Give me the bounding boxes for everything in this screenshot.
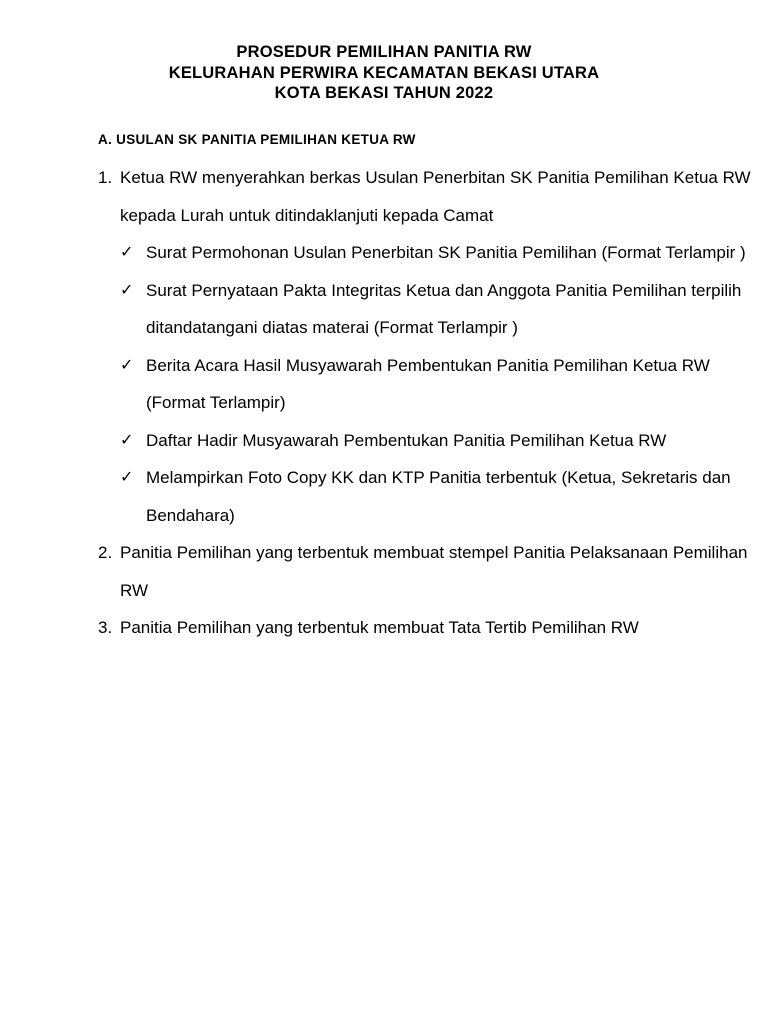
- document-title: [0, 42, 768, 104]
- title-line-3: KOTA BEKASI TAHUN 2022: [274, 84, 494, 102]
- checklist-item: [120, 347, 758, 422]
- checklist-item: [120, 272, 758, 347]
- check-icon: ✓: [120, 244, 134, 261]
- procedure-item-3: [98, 609, 758, 647]
- check-icon: ✓: [120, 431, 134, 449]
- check-icon: ✓: [120, 469, 134, 486]
- checklist-item-text: Berita Acara Hasil Musyawarah Pembentukan Panitia Pemilihan Ketua RW (Format Terlampir): [146, 355, 710, 412]
- check-icon: ✓: [120, 356, 134, 374]
- item-number: 1.: [98, 168, 113, 187]
- item-text: Panitia Pemilihan yang terbentuk membuat Tata Tertib Pemilihan RW: [120, 618, 639, 637]
- title-line-1: PROSEDUR PEMILIHAN PANITIA RW: [236, 43, 532, 61]
- checklist-item-text: Surat Pernyataan Pakta Integritas Ketua dan Anggota Panitia Pemilihan terpilih ditandatangani diatas materai (Format Terlampir ): [146, 280, 742, 337]
- checklist-item: [120, 459, 758, 534]
- checklist-item-text: Daftar Hadir Musyawarah Pembentukan Panitia Pemilihan Ketua RW: [146, 430, 667, 450]
- section-heading: A. USULAN SK PANITIA PEMILIHAN KETUA RW: [98, 132, 416, 147]
- procedure-content: [98, 159, 758, 647]
- check-icon: ✓: [120, 281, 134, 299]
- item-text: Ketua RW menyerahkan berkas Usulan Penerbitan SK Panitia Pemilihan Ketua RW kepada Lurah untuk ditindaklanjuti kepada Camat: [120, 168, 751, 225]
- checklist-item: [120, 422, 758, 460]
- procedure-item-1: [98, 159, 758, 534]
- procedure-item-2: [98, 534, 758, 609]
- item-number: 3.: [98, 618, 113, 637]
- requirements-checklist: [120, 234, 758, 534]
- checklist-item-text: Surat Permohonan Usulan Penerbitan SK Panitia Pemilihan (Format Terlampir ): [146, 243, 746, 262]
- checklist-item: [120, 234, 758, 272]
- checklist-item-text: Melampirkan Foto Copy KK dan KTP Panitia terbentuk (Ketua, Sekretaris dan Bendahara): [146, 468, 731, 525]
- title-line-2: KELURAHAN PERWIRA KECAMATAN BEKASI UTARA: [168, 63, 600, 82]
- item-text: Panitia Pemilihan yang terbentuk membuat stempel Panitia Pelaksanaan Pemilihan RW: [120, 543, 748, 600]
- item-number: 2.: [98, 543, 113, 562]
